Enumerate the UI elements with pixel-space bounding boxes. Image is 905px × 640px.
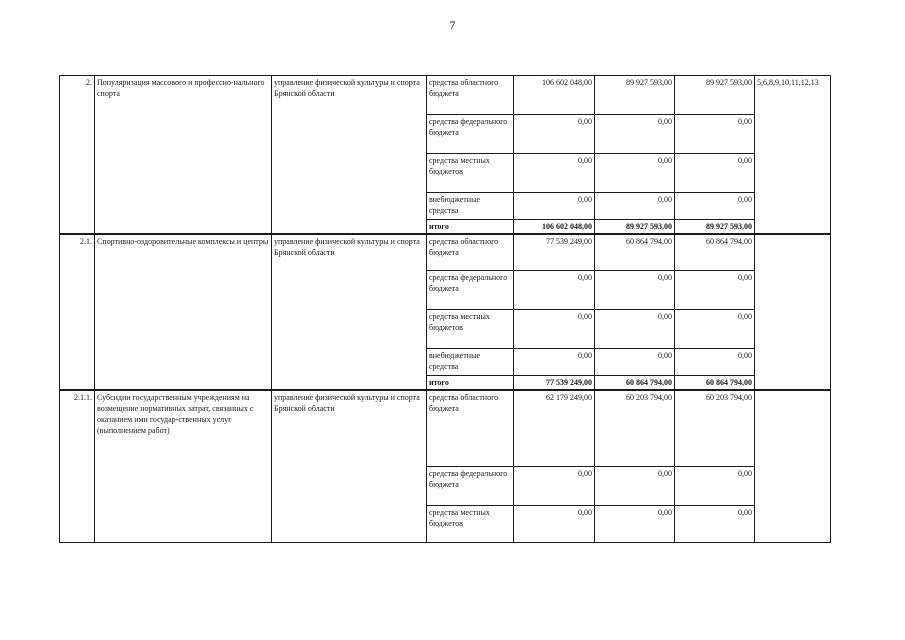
- amount-3: 0,00: [675, 467, 755, 506]
- amount-1: 0,00: [514, 193, 595, 220]
- amount-2: 0,00: [595, 348, 675, 375]
- table-row: [60, 390, 831, 467]
- row-index: 2.1.1.: [60, 390, 95, 543]
- target-indicators: [755, 234, 831, 390]
- total-label: итого: [427, 375, 514, 390]
- amount-3: 0,00: [675, 506, 755, 543]
- amount-1: 62 179 249,00: [514, 390, 595, 467]
- table-row: [60, 234, 831, 270]
- amount-3: 0,00: [675, 115, 755, 154]
- amount-2: 60 203 794,00: [595, 390, 675, 467]
- amount-2: 60 864 794,00: [595, 234, 675, 270]
- target-indicators: [755, 390, 831, 543]
- amount-2: 0,00: [595, 309, 675, 348]
- funding-source: средства областного бюджета: [427, 234, 514, 270]
- target-indicators: 5,6,8,9,10,11,12,13: [755, 76, 831, 235]
- amount-1: 0,00: [514, 154, 595, 193]
- total-amount-2: 89 927 593,00: [595, 220, 675, 235]
- amount-2: 0,00: [595, 193, 675, 220]
- funding-source: средства федерального бюджета: [427, 270, 514, 309]
- table-row: [60, 76, 831, 115]
- total-label: итого: [427, 220, 514, 235]
- total-amount-3: 60 864 794,00: [675, 375, 755, 390]
- amount-2: 0,00: [595, 270, 675, 309]
- page-number: 7: [449, 18, 456, 32]
- amount-3: 60 864 794,00: [675, 234, 755, 270]
- amount-1: 0,00: [514, 467, 595, 506]
- funding-source: средства местных бюджетов: [427, 309, 514, 348]
- funding-source: средства местных бюджетов: [427, 154, 514, 193]
- amount-1: 0,00: [514, 115, 595, 154]
- amount-1: 0,00: [514, 506, 595, 543]
- total-amount-1: 106 602 048,00: [514, 220, 595, 235]
- funding-source: средства местных бюджетов: [427, 506, 514, 543]
- funding-source: средства федерального бюджета: [427, 115, 514, 154]
- funding-source: средства областного бюджета: [427, 390, 514, 467]
- amount-1: 0,00: [514, 309, 595, 348]
- measure-name: Спортивно-оздоровительные комплексы и центры: [95, 234, 272, 390]
- budget-table: [59, 75, 831, 543]
- amount-2: 0,00: [595, 506, 675, 543]
- funding-source: внебюджетные средства: [427, 348, 514, 375]
- funding-source: внебюджетные средства: [427, 193, 514, 220]
- amount-3: 0,00: [675, 270, 755, 309]
- total-amount-2: 60 864 794,00: [595, 375, 675, 390]
- row-index: 2.1.: [60, 234, 95, 390]
- amount-1: 77 539 249,00: [514, 234, 595, 270]
- amount-2: 0,00: [595, 154, 675, 193]
- amount-1: 0,00: [514, 348, 595, 375]
- total-amount-3: 89 927 593,00: [675, 220, 755, 235]
- executor-name: управление физической культуры и спорта Брянской области: [272, 76, 427, 235]
- total-amount-1: 77 539 249,00: [514, 375, 595, 390]
- amount-1: 0,00: [514, 270, 595, 309]
- amount-3: 0,00: [675, 348, 755, 375]
- executor-name: управление физической культуры и спорта Брянской области: [272, 234, 427, 390]
- executor-name: управление физической культуры и спорта Брянской области: [272, 390, 427, 543]
- measure-name: Популяризация массового и профессио-нального спорта: [95, 76, 272, 235]
- amount-3: 0,00: [675, 193, 755, 220]
- amount-2: 89 927 593,00: [595, 76, 675, 115]
- amount-1: 106 602 048,00: [514, 76, 595, 115]
- amount-3: 0,00: [675, 309, 755, 348]
- row-index: 2.: [60, 76, 95, 235]
- amount-2: 0,00: [595, 115, 675, 154]
- measure-name: Субсидии государственным учреждениям на возмещение нормативных затрат, связанных с оказанием ими государ-ственных услуг (выполнением работ): [95, 390, 272, 543]
- amount-3: 0,00: [675, 154, 755, 193]
- amount-2: 0,00: [595, 467, 675, 506]
- amount-3: 89 927 593,00: [675, 76, 755, 115]
- funding-source: средства областного бюджета: [427, 76, 514, 115]
- funding-source: средства федерального бюджета: [427, 467, 514, 506]
- amount-3: 60 203 794,00: [675, 390, 755, 467]
